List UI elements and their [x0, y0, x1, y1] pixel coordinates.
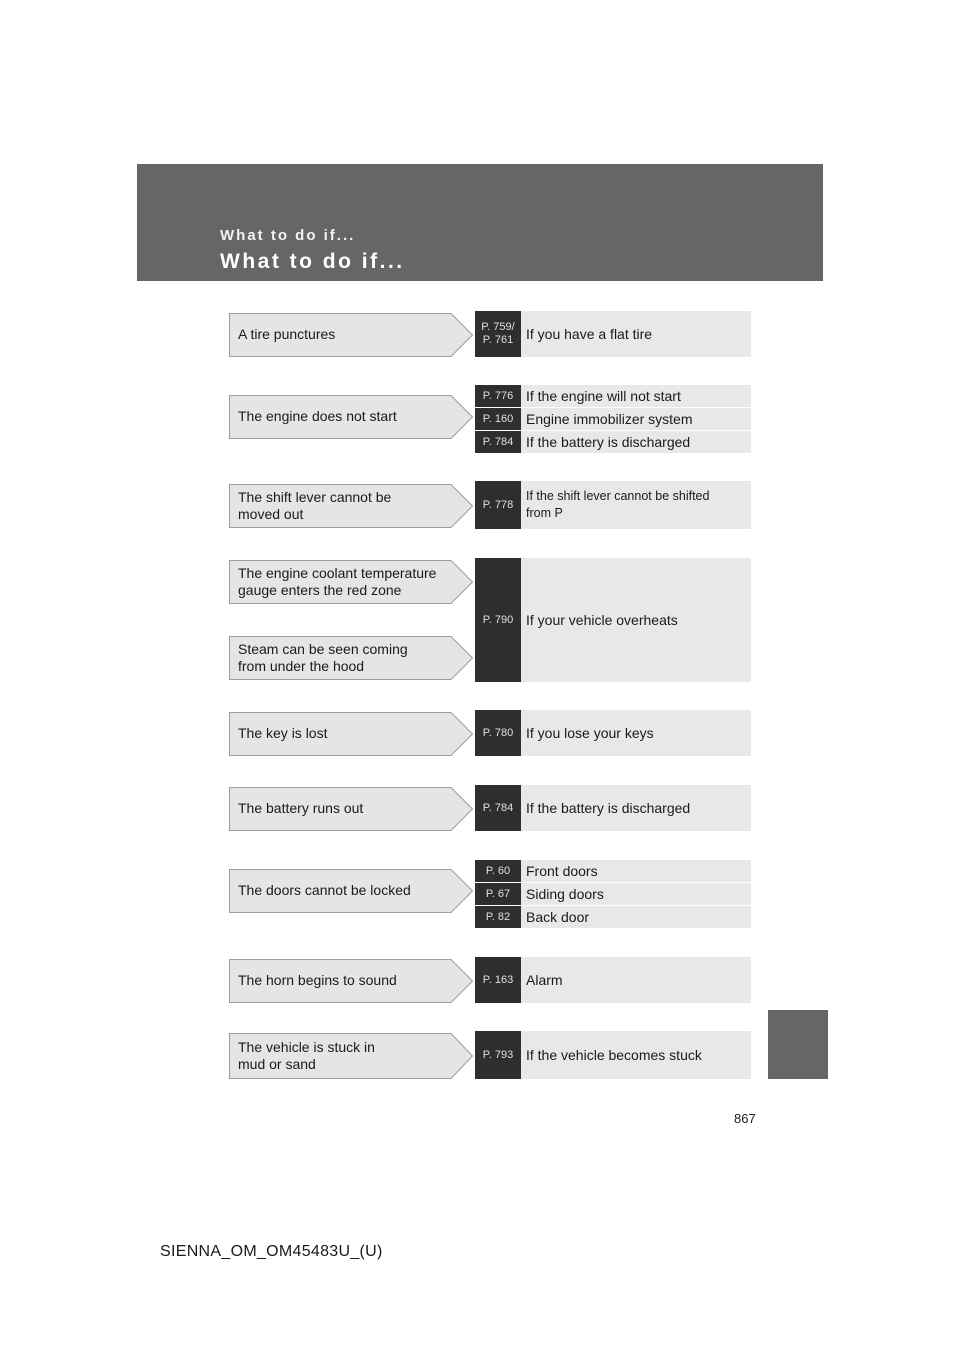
page-number-text: P. 784 — [482, 801, 514, 814]
reference-text: If the vehicle becomes stuck — [526, 1046, 702, 1063]
page-reference-badge[interactable] — [475, 408, 521, 430]
reference-row[interactable] — [475, 957, 751, 1003]
reference-title — [521, 481, 751, 529]
condition-text: The battery runs out — [238, 800, 364, 817]
document-footer: SIENNA_OM_OM45483U_(U) — [160, 1243, 383, 1260]
reference-row[interactable] — [475, 311, 751, 357]
section-title: What to do if... — [220, 250, 405, 273]
reference-title — [521, 957, 751, 1003]
page-number-text: P. 67 — [485, 887, 511, 900]
page-number-text: P. 784 — [482, 435, 514, 448]
reference-row[interactable] — [475, 1031, 751, 1079]
reference-text: Alarm — [526, 971, 563, 988]
page-reference-badge[interactable] — [475, 311, 521, 357]
reference-row[interactable] — [475, 385, 751, 407]
condition-box — [229, 395, 473, 439]
page-reference-badge[interactable] — [475, 883, 521, 905]
reference-row[interactable] — [475, 710, 751, 756]
condition-text: Steam can be seen coming from under the hood — [238, 640, 408, 674]
condition-text: The vehicle is stuck in mud or sand — [238, 1038, 375, 1072]
condition-box — [229, 787, 473, 831]
reference-row[interactable] — [475, 785, 751, 831]
page-number-text: P. 780 — [482, 726, 514, 739]
page-number: 867 — [734, 1111, 756, 1126]
chapter-tab — [768, 1010, 828, 1079]
page-number-text: P. 776 — [482, 389, 514, 402]
reference-row[interactable] — [475, 906, 751, 928]
reference-row[interactable] — [475, 408, 751, 430]
condition-box — [229, 560, 473, 604]
reference-row[interactable] — [475, 481, 751, 529]
reference-text: If the engine will not start — [526, 387, 681, 404]
page-number-text: P. 82 — [485, 910, 511, 923]
reference-text: If the battery is discharged — [526, 799, 691, 816]
reference-title — [521, 906, 751, 928]
condition-text: A tire punctures — [238, 326, 336, 343]
reference-text: Back door — [526, 908, 590, 925]
reference-text: Siding doors — [526, 885, 604, 902]
page-number-text: P. 759/ P. 761 — [481, 321, 515, 346]
condition-box — [229, 959, 473, 1003]
reference-title — [521, 785, 751, 831]
reference-title — [521, 883, 751, 905]
condition-text: The shift lever cannot be moved out — [238, 488, 392, 522]
condition-text: The horn begins to sound — [238, 972, 397, 989]
reference-title — [521, 860, 751, 882]
condition-box — [229, 869, 473, 913]
reference-text: If you have a flat tire — [526, 325, 653, 342]
reference-title — [521, 431, 751, 453]
page-reference-badge[interactable] — [475, 431, 521, 453]
page-reference-badge[interactable] — [475, 1031, 521, 1079]
condition-box — [229, 712, 473, 756]
page-number-text: P. 60 — [485, 864, 511, 877]
condition-text: The engine coolant temperature gauge enters the red zone — [238, 564, 437, 598]
reference-text: Engine immobilizer system — [526, 410, 693, 427]
reference-text: If you lose your keys — [526, 724, 654, 741]
reference-text: If the shift lever cannot be shifted from P — [526, 489, 710, 520]
page-reference-badge[interactable] — [475, 906, 521, 928]
page-reference-badge[interactable] — [475, 558, 521, 682]
reference-row[interactable] — [475, 431, 751, 453]
page-reference-badge[interactable] — [475, 710, 521, 756]
page-number-text: P. 790 — [482, 613, 514, 626]
page-number-text: P. 163 — [482, 973, 514, 986]
section-subtitle: What to do if... — [220, 227, 356, 244]
reference-title — [521, 1031, 751, 1079]
reference-title — [521, 558, 751, 682]
page-reference-badge[interactable] — [475, 860, 521, 882]
page-number-text: P. 160 — [482, 412, 514, 425]
reference-title — [521, 311, 751, 357]
condition-text: The doors cannot be locked — [238, 882, 411, 899]
reference-text: If your vehicle overheats — [526, 611, 678, 628]
condition-text: The engine does not start — [238, 408, 397, 425]
page-reference-badge[interactable] — [475, 957, 521, 1003]
reference-row[interactable] — [475, 883, 751, 905]
condition-text: The key is lost — [238, 725, 328, 742]
condition-box — [229, 484, 473, 528]
reference-title — [521, 385, 751, 407]
page-reference-badge[interactable] — [475, 385, 521, 407]
reference-text: If the battery is discharged — [526, 433, 691, 450]
reference-text: Front doors — [526, 862, 598, 879]
page-number-text: P. 778 — [482, 498, 514, 511]
page-number-text: P. 793 — [482, 1048, 514, 1061]
section-header — [137, 164, 823, 281]
reference-row[interactable] — [475, 860, 751, 882]
condition-box — [229, 313, 473, 357]
page-reference-badge[interactable] — [475, 481, 521, 529]
reference-title — [521, 710, 751, 756]
reference-row[interactable] — [475, 558, 751, 682]
condition-box — [229, 636, 473, 680]
page-reference-badge[interactable] — [475, 785, 521, 831]
condition-box — [229, 1033, 473, 1079]
reference-title — [521, 408, 751, 430]
